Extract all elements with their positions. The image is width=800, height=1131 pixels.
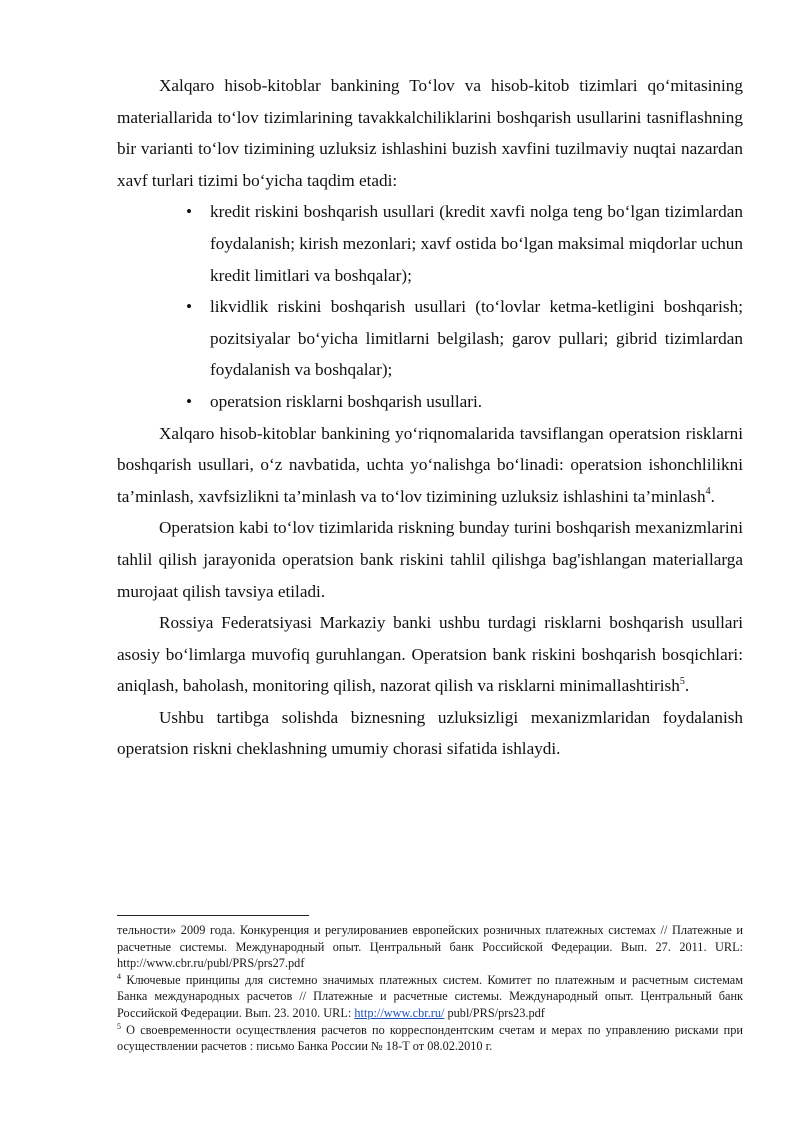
bullet-text: operatsion risklarni boshqarish usullari. [210, 391, 483, 411]
footnote-ref-5[interactable]: 5 [679, 675, 685, 687]
paragraph-2-text: Xalqaro hisob-kitoblar bankining yo‘riqnomalarida tavsiflangan operatsion risklarni boshqarish usullari, o‘z navbatida, uchta yo‘nalishga bo‘linadi: operatsion ishonchlilikni ta’minlash, xavfsizlikni ta’minlash va to‘lov tizimining uzluksiz ishlashini ta’minlash [117, 423, 743, 506]
bullet-text: kredit riskini boshqarish usullari (kredit xavfi nolga teng bo‘lgan tizimlardan foydalanish; kirish mezonlari; xavf ostida bo‘lgan maksimal miqdorlar uchun kredit limitlari va boshqalar); [210, 202, 743, 285]
footnote-continued: тельности» 2009 года. Конкуренция и регулированиев европейских розничных платежных системах // Платежные и расчетные системы. Международный опыт. Центральный банк Российской Федерации. Вып. 27. 2011. URL: http://www.cbr.ru/publ/PRS/prs27.pdf [117, 923, 743, 971]
bullet-item-credit-risk [186, 196, 743, 291]
footnote-4-link[interactable]: http://www.cbr.ru/ [354, 1005, 445, 1020]
footnotes [117, 922, 743, 1055]
bullet-text: likvidlik riskini boshqarish usullari (to‘lovlar ketma-ketligini boshqarish; pozitsiyalar bo‘yicha limitlarni belgilash; garov pullari; gibrid tizimlardan foydalanish va boshqalar); [210, 297, 743, 380]
paragraph-1: Xalqaro hisob-kitoblar bankining To‘lov va hisob-kitob tizimlari qo‘mitasining materiallarida to‘lov tizimlarining tavakkalchiliklarini boshqarish usullarini tasniflashning bir varianti to‘lov tizimining uzluksiz ishlashini buzish xavfini tuzilmaviy nuqtai nazardan xavf turlari tizimi bo‘yicha taqdim etadi: [117, 76, 743, 190]
footnote-separator [117, 915, 309, 916]
footnote-5 [117, 1022, 743, 1055]
footnote-ref-4[interactable]: 4 [705, 485, 711, 497]
bullet-icon: • [186, 391, 193, 411]
paragraph-4 [117, 607, 743, 702]
paragraph-4-end: . [684, 676, 690, 696]
bullet-item-operational-risk [186, 386, 743, 418]
footnote-5-number: 5 [117, 1021, 121, 1031]
footnote-4-text: Ключевые принципы для системно значимых платежных систем. Комитет по платежным и расчетным системам Банка международных расчетов // Платежные и расчетные системы. Международный опыт. Центральный банк Российской Федерации. Вып. 23. 2010. URL: [117, 972, 743, 1020]
footnote-5-text: О своевременности осуществления расчетов по корреспондентским счетам и мерах по управлению рисками при осуществлении расчетов : письмо Банка России № 18-Т от 08.02.2010 г. [117, 1022, 743, 1054]
bullet-item-liquidity-risk [186, 291, 743, 386]
paragraph-3: Operatsion kabi to‘lov tizimlarida riskning bunday turini boshqarish mexanizmlarini tahlil qilish jarayonida operatsion bank riskini tahlil qilishga bag'ishlangan materiallarga murojaat qilish tavsiya etiladi. [117, 518, 743, 601]
footnote-4-number: 4 [117, 971, 121, 981]
footnote-4-tail: publ/PRS/prs23.pdf [444, 1005, 545, 1020]
bullet-list [117, 196, 743, 417]
bullet-icon: • [186, 297, 193, 317]
footnote-4 [117, 972, 743, 1022]
main-text [117, 70, 743, 765]
bullet-icon: • [186, 202, 193, 222]
paragraph-2 [117, 418, 743, 513]
paragraph-5: Ushbu tartibga solishda biznesning uzluksizligi mexanizmlaridan foydalanish operatsion riskni cheklashning umumiy chorasi sifatida ishlaydi. [117, 707, 743, 759]
paragraph-2-end: . [710, 486, 715, 506]
paragraph-4-text: Rossiya Federatsiyasi Markaziy banki ushbu turdagi risklarni boshqarish usullari asosiy bo‘limlarga muvofiq guruhlangan. Operatsion bank riskini boshqarish bosqichlari: aniqlash, baholash, monitoring qilish, nazorat qilish va risklarni minimallashtirish [117, 613, 743, 696]
